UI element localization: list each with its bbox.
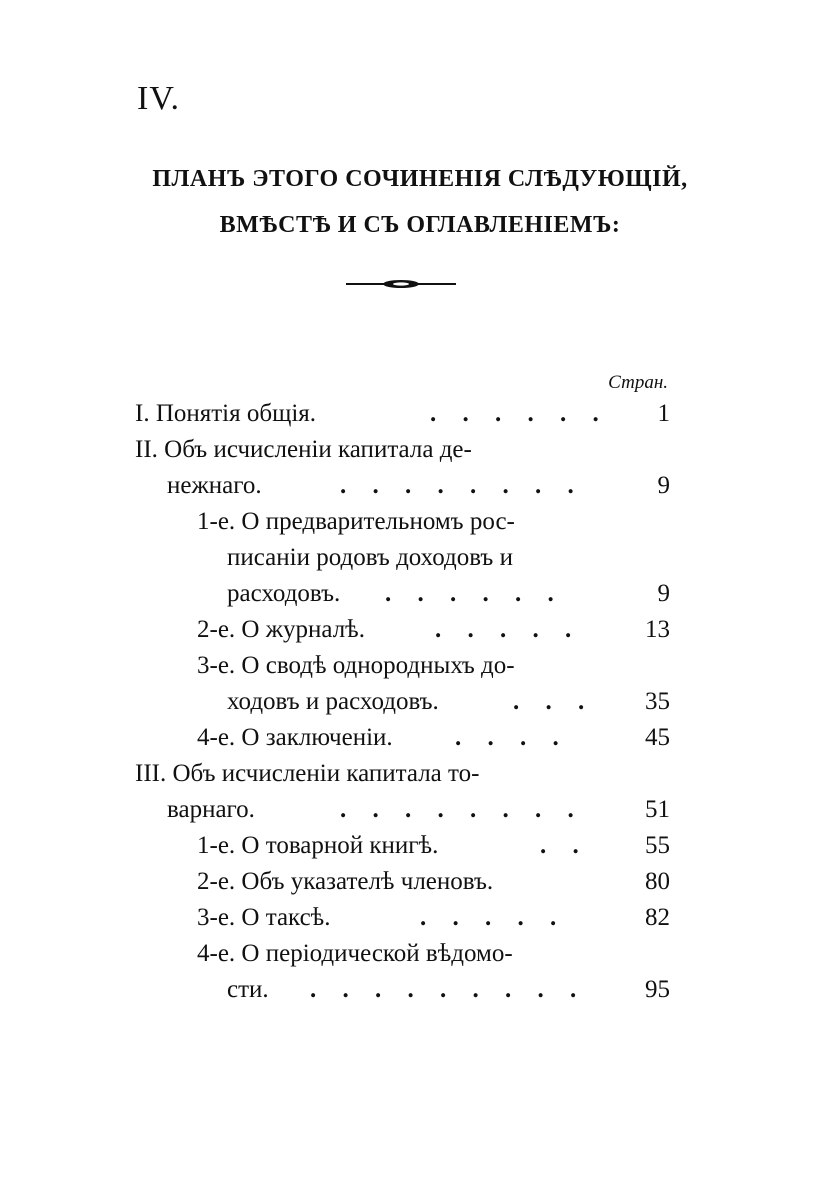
toc-row [135,972,670,1008]
toc-row [135,792,670,828]
toc-entry-text: нежнаго. [167,472,262,499]
toc-page-number: 82 [645,904,670,931]
toc-entry-text: 4-е. О заключеніи. [197,724,393,751]
toc-row [135,900,670,936]
toc-row [135,756,670,792]
toc-entry-text: 1-е. О предварительномъ рос- [197,508,515,535]
toc-page-number: 9 [657,472,670,499]
leader-dots: . . . . . . . . [340,472,584,499]
toc-page-number: 95 [645,976,670,1003]
leader-dots: . . . . . . [385,580,564,607]
toc-page-number: 55 [645,832,670,859]
heading-line-2: ВМѢСТѢ И СЪ ОГЛАВЛЕНІЕМЪ: [219,212,621,238]
leader-dots: . . . . . . [430,400,609,427]
toc-page-number: 80 [645,868,670,895]
toc-entry-text: ходовъ и расходовъ. [227,688,439,715]
toc-entry-text: I. Понятія общія. [135,400,317,427]
toc-entry-text: расходовъ. [227,580,341,607]
toc-row [135,612,670,648]
toc-row [135,720,670,756]
ornament-divider [346,276,456,292]
toc-row [135,576,670,612]
leader-dots: . . . . . [435,616,582,643]
toc-entry-text: 1-е. О товарной книгѣ. [197,832,439,859]
toc-page-number: 35 [645,688,670,715]
toc-row [135,504,670,540]
toc-entry-text: 4-е. О періодической вѣдомо- [197,940,513,967]
toc-page-number: 13 [645,616,670,643]
toc-entry-text: II. Объ исчисленіи капитала де- [135,436,472,463]
toc-row [135,648,670,684]
toc-page-number: 9 [657,580,670,607]
leader-dots: . . [540,832,589,859]
toc-entry-text: варнаго. [167,796,255,823]
toc-row [135,396,670,432]
table-of-contents [135,396,670,1008]
toc-entry-text: 3-е. О сводѣ однородныхъ до- [197,652,515,679]
toc-row [135,936,670,972]
toc-entry-text: сти. [227,976,269,1003]
leader-dots: . . . [513,688,595,715]
toc-entry-text: 2-е. О журналѣ. [197,616,365,643]
toc-row [135,540,670,576]
toc-row [135,684,670,720]
leader-dots: . . . . . . . . . [310,976,587,1003]
toc-entry-text: III. Объ исчисленіи капитала то- [135,760,480,787]
toc-page-number: 1 [657,400,670,427]
toc-entry-text: писаніи родовъ доходовъ и [227,544,513,571]
toc-entry-text: 3-е. О таксѣ. [197,904,331,931]
leader-dots: . . . . . . . . [340,796,584,823]
page-number: IV. [137,80,180,117]
toc-page-number: 51 [645,796,670,823]
heading-line-1: ПЛАНЪ ЭТОГО СОЧИНЕНІЯ СЛѢДУЮЩІЙ, [152,166,688,192]
leader-dots: . . . . [455,724,569,751]
toc-entry-text: 2-е. Объ указателѣ членовъ. [197,868,494,895]
toc-row [135,432,670,468]
toc-page-number: 45 [645,724,670,751]
leader-dots: . . . . . [420,904,567,931]
toc-row [135,828,670,864]
toc-row [135,864,670,900]
toc-row [135,468,670,504]
column-header: Стран. [608,372,668,393]
